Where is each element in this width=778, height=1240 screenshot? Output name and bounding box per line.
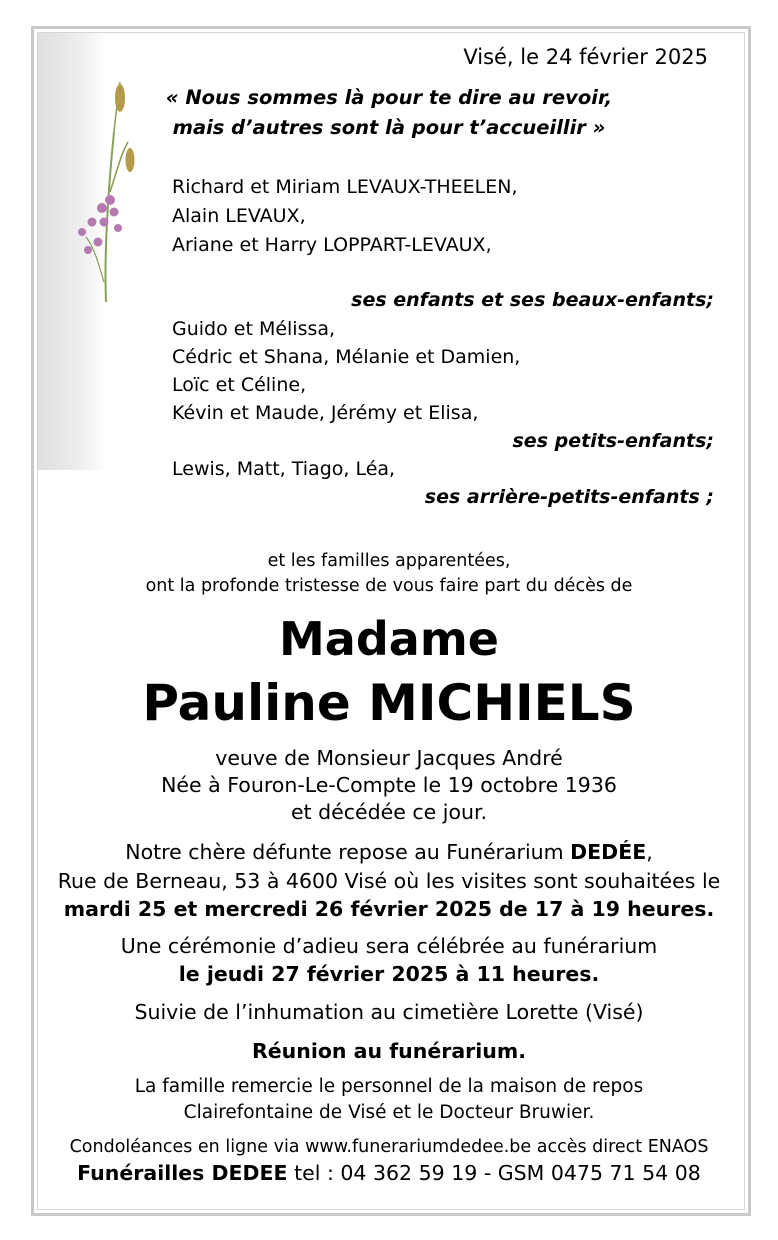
birth-line: Née à Fouron-Le-Compte le 19 octobre 1936 [161, 773, 617, 797]
contact-line [0, 1161, 778, 1185]
deceased-name: Pauline MICHIELS [142, 674, 636, 732]
date-line: Visé, le 24 février 2025 [463, 45, 708, 69]
grandchild-2: Cédric et Shana, Mélanie et Damien, [172, 346, 521, 368]
child-1: Richard et Miriam LEVAUX-THEELEN, [172, 176, 518, 198]
condolences-line: Condoléances en ligne via www.funerariumdedee.be accès direct ENAOS [69, 1137, 709, 1157]
intro-line-2: ont la profonde tristesse de vous faire part du décès de [145, 576, 633, 596]
rest-line-2: Rue de Berneau, 53 à 4600 Visé où les visites sont souhaitées le [57, 869, 721, 893]
great-grandchildren-label: ses arrière-petits-enfants ; [424, 486, 714, 508]
thanks-line-1: La famille remercie le personnel de la maison de repos [134, 1076, 644, 1097]
rest-line-1 [0, 840, 778, 864]
thanks-line-2: Clairefontaine de Visé et le Docteur Bruwier. [183, 1102, 595, 1123]
ceremony-line-2: le jeudi 27 février 2025 à 11 heures. [178, 962, 600, 986]
rest-line-1-prefix: Notre chère défunte repose au Funérarium [125, 840, 571, 864]
grandchildren-label: ses petits-enfants; [512, 430, 714, 452]
grandchild-4: Kévin et Maude, Jérémy et Elisa, [172, 402, 479, 424]
great-grandchildren: Lewis, Matt, Tiago, Léa, [172, 458, 396, 480]
ceremony-line-1: Une cérémonie d’adieu sera célébrée au funérarium [120, 934, 658, 958]
children-label: ses enfants et ses beaux-enfants; [351, 289, 714, 311]
child-2: Alain LEVAUX, [172, 205, 306, 227]
child-3: Ariane et Harry LOPPART-LEVAUX, [172, 234, 492, 256]
quote-line-1: « Nous sommes là pour te dire au revoir, [165, 86, 613, 109]
reunion-line: Réunion au funérarium. [251, 1039, 527, 1063]
grandchild-3: Loïc et Céline, [172, 374, 307, 396]
funeral-home-name: DEDÉE [570, 840, 647, 864]
company-name: Funérailles DEDEE [77, 1161, 288, 1185]
grandchild-1: Guido et Mélissa, [172, 318, 336, 340]
rest-line-1-suffix: , [646, 840, 653, 864]
deceased-title: Madame [279, 612, 499, 666]
phone-numbers: tel : 04 362 59 19 - GSM 0475 71 54 08 [287, 1161, 701, 1185]
death-line: et décédée ce jour. [290, 800, 488, 824]
burial-line: Suivie de l’inhumation au cimetière Lorette (Visé) [134, 1000, 644, 1024]
intro-line-1: et les familles apparentées, [267, 551, 511, 571]
quote-line-2: mais d’autres sont là pour t’accueillir » [172, 116, 606, 139]
widow-line: veuve de Monsieur Jacques André [215, 746, 563, 770]
visit-times: mardi 25 et mercredi 26 février 2025 de 17 à 19 heures. [63, 897, 715, 921]
